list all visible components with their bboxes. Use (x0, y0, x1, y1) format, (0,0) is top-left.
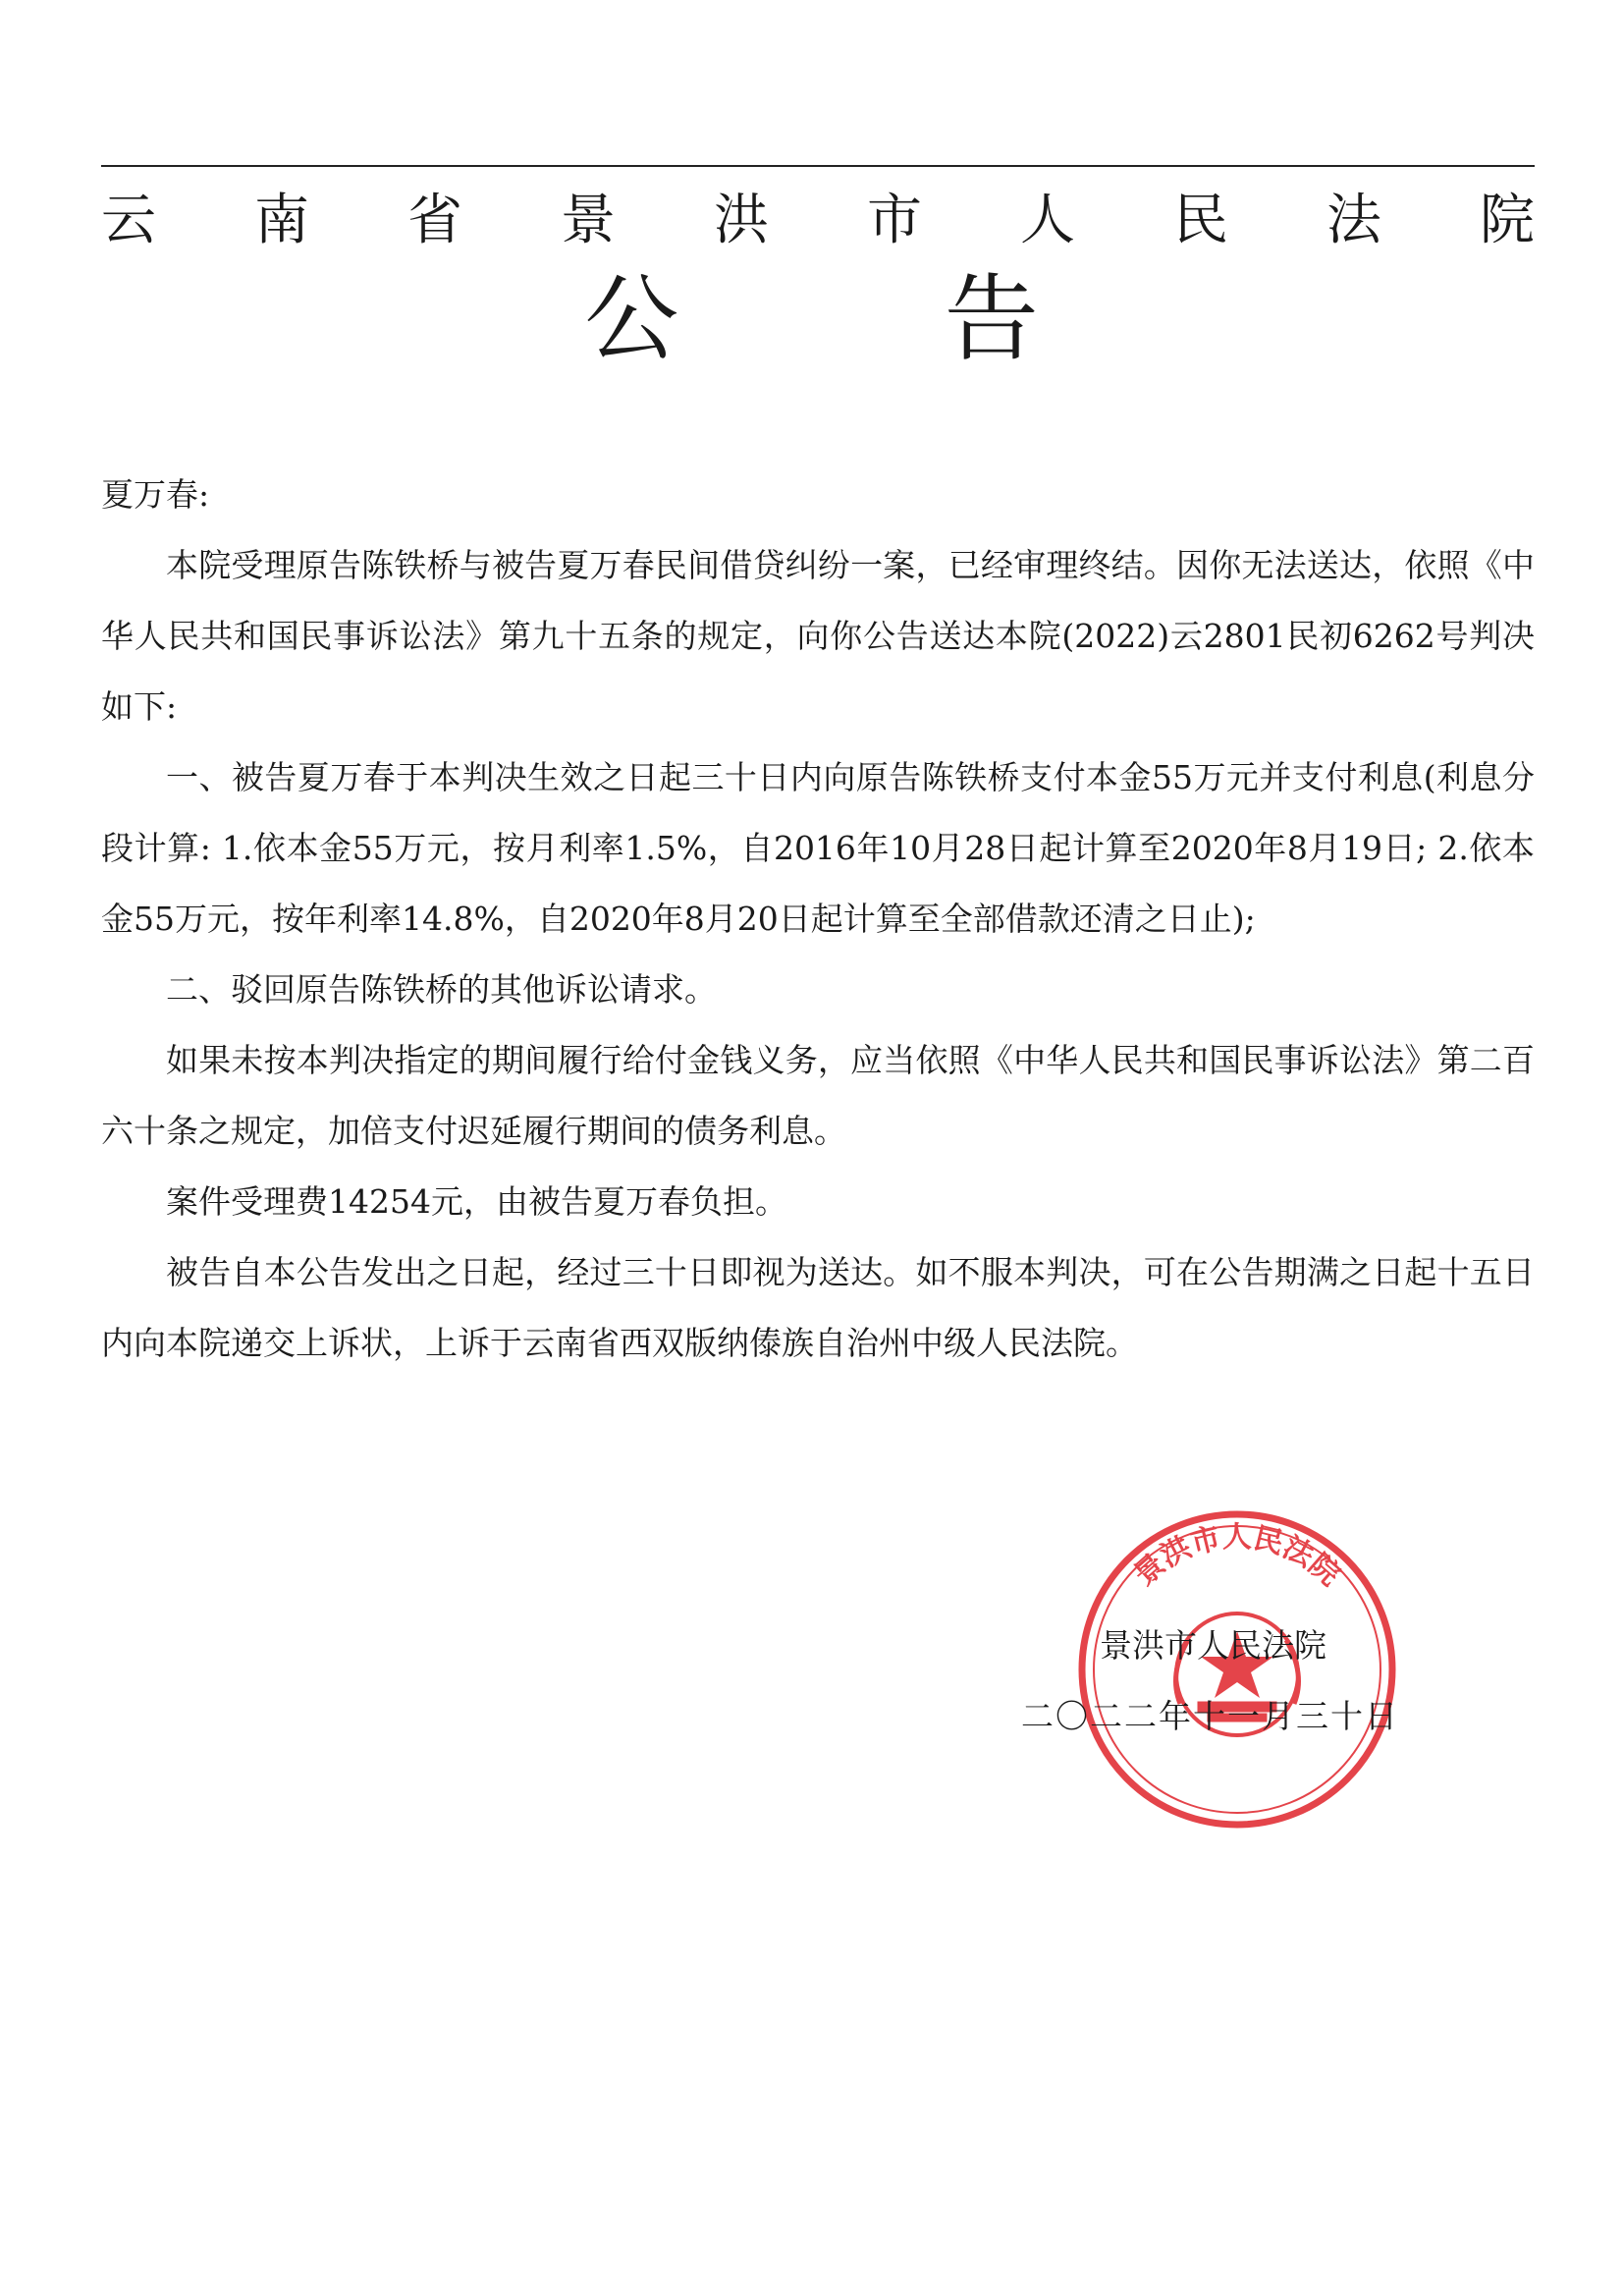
paragraph-late-interest: 如果未按本判决指定的期间履行给付金钱义务，应当依照《中华人民共和国民事诉讼法》第二百六十条之规定，加倍支付迟延履行期间的债务利息。 (101, 1041, 1535, 1150)
court-name-char: 洪 (714, 189, 769, 252)
court-name-char: 景 (561, 189, 616, 252)
signing-date: 二〇二二年十一月三十日 (1021, 1697, 1399, 1735)
paragraph-case-intro: 本院受理原告陈铁桥与被告夏万春民间借贷纠纷一案，已经审理终结。因你无法送达，依照《中华人民共和国民事诉讼法》第九十五条的规定，向你公告送达本院(2022)云2801民初6262号判决如下: (101, 546, 1535, 726)
paragraph-judgment-item-1: 一、被告夏万春于本判决生效之日起三十日内向原告陈铁桥支付本金55万元并支付利息(利息分段计算: 1.依本金55万元，按月利率1.5%，自2016年10月28日起计算至2020年8月19日; 2.依本金55万元，按年利率14.8%，自2020年8月20日起计算至全部借款还清之日止); (101, 758, 1535, 938)
court-name-char: 法 (1326, 189, 1381, 252)
court-name-char: 人 (1020, 189, 1075, 252)
paragraph-court-fee: 案件受理费14254元，由被告夏万春负担。 (166, 1182, 787, 1221)
court-name-char: 云 (101, 189, 156, 252)
court-name-char: 省 (407, 189, 462, 252)
court-name-char: 民 (1173, 189, 1228, 252)
seal-text: 景洪市人民法院 (1127, 1520, 1347, 1593)
court-name-char: 院 (1480, 189, 1535, 252)
header-rule (101, 165, 1535, 167)
notice-body (101, 460, 1535, 1379)
paragraph-service-and-appeal: 被告自本公告发出之日起，经过三十日即视为送达。如不服本判决，可在公告期满之日起十五日内向本院递交上诉状，上诉于云南省西双版纳傣族自治州中级人民法院。 (101, 1253, 1535, 1362)
paragraph-judgment-item-2: 二、驳回原告陈铁桥的其他诉讼请求。 (166, 970, 717, 1009)
court-name-char: 市 (867, 189, 922, 252)
addressee: 夏万春: (101, 475, 210, 514)
court-name-char: 南 (254, 189, 309, 252)
court-name (101, 177, 1535, 255)
document-title: 公 告 (584, 264, 1157, 374)
signing-organization: 景洪市人民法院 (1100, 1626, 1326, 1665)
